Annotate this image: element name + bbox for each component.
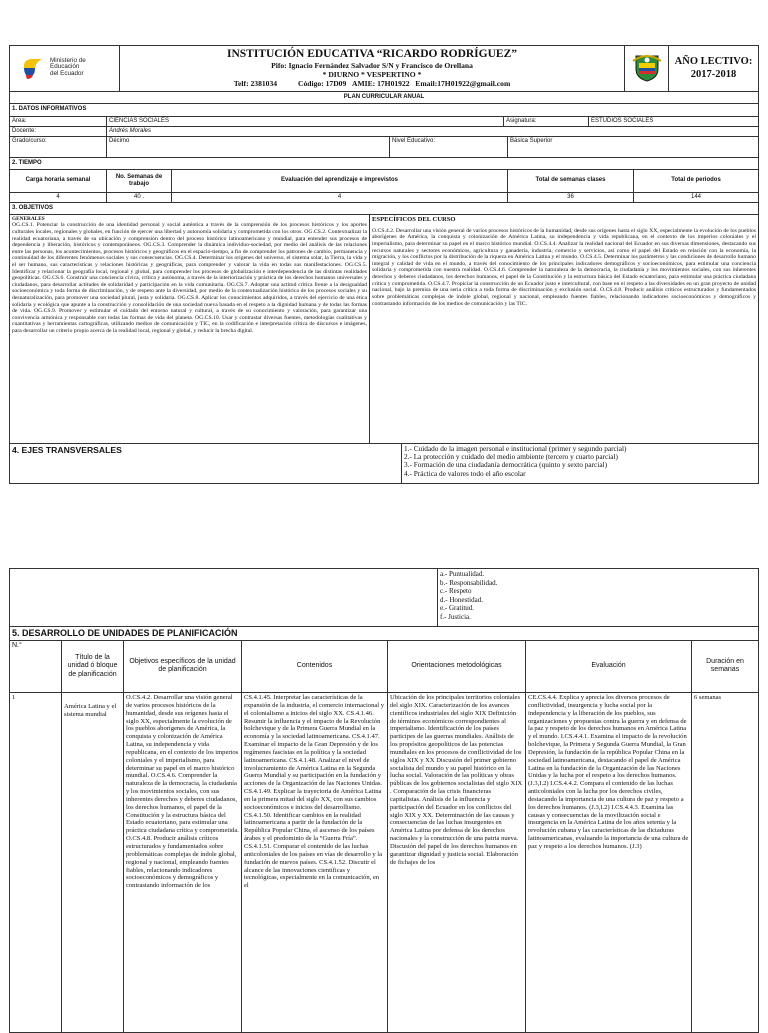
school-crest-cell <box>625 46 669 92</box>
tiempo-value-evaluacion: 4 <box>172 192 508 202</box>
valores-list <box>438 569 759 627</box>
tiempo-value-semanas: 40 . <box>107 192 172 202</box>
institution-phone: Telf: 2381034 <box>233 78 278 88</box>
table-row <box>10 692 759 1032</box>
tiempo-table <box>9 170 759 215</box>
plan-page-2 <box>9 568 759 1033</box>
row-contenidos: CS.4.1.45. Interpretar las características de la expansión de la industria, el comercio internacional y el colonialismo a inicios del siglo XX. CS.4.1.46. Resumir la influencia y el impacto de la Revolución bolchevique y de la Primera Guerra Mundial en la economía y la sociedad latinoamericana. CS.4.1.47. Examinar el impacto de la Gran Depresión y de los regímenes fascistas en la política y la sociedad latinoamericana. CS.4.1.48. Analizar el nivel de involucramiento de América Latina en la Segunda Guerra Mundial y su participación en la fundación y acciones de la Organización de las Naciones Unidas. CS.4.1.49. Explicar la trayectoria de América Latina en la primera mitad del siglo XX, con sus cambios socioeconómicos e inicios del desarrollismo. CS.4.1.50. Identificar cambios en la realidad latinoamericana a partir de la fundación de la República Popular China, el ascenso de los países árabes y el predominio de la “Guerra Fría”. CS.4.1.51. Comparar el contenido de las luchas anticoloniales de los países en vías de desarrollo y la fundación de nuevos países. CS.4.1.52. Discutir el alcance de las innovaciones científicas y tecnológicas, especialmente en la comunicación, en el <box>242 692 388 1032</box>
ministry-name <box>50 58 86 78</box>
asignatura-value: ESTUDIOS SOCIALES <box>589 117 759 127</box>
eje-item: 4.- Práctica de valores todo el año escolar <box>404 468 526 478</box>
row-objetivos: O.CS.4.2. Desarrollar una visión general de varios procesos históricos de la humanidad, desde sus orígenes hasta el siglo XX, especialmente la evolución de los pueblos aborígenes de América, la conquista y colonización de América Latina, su independencia y vida republicana, en el contexto de los imperios coloniales y el imperialismo, para determinar su papel en el marco histórico mundial. O.CS.4.6. Comprender la naturaleza de la democracia, la ciudadanía y los movimientos sociales, con sus inherentes derechos y deberes ciudadanos, los derechos humanos, el papel de la Constitución y la estructura básica del Estado ecuatoriano, para estimular una práctica ciudadana crítica y comprometida. O.CS.4.8. Producir análisis críticos estructurados y fundamentados sobre problemáticas complejas de índole global, regional y nacional, empleando fuentes fiables, relacionando indicadores socioeconómicos y demográficos y contrastando información de los <box>124 692 242 1032</box>
institution-email: Email:17H01922@gmail.com <box>415 78 511 88</box>
desarrollo-table <box>9 627 759 1033</box>
ministry-logo <box>10 47 118 91</box>
row-orientaciones: Ubicación de los principales territorios coloniales del siglo XIX. Caracterización de los avances científicos industriales del siglo XIX Definición de términos económicos correspondientes al imperialismo. Identificación de los países participes de las guerras mundiales. Análisis de los propósitos geopolíticos de las potencias mundiales en los procesos de conflictividad de los siglos XIX y XX Discusión del primer gobierno socialista del mundo y su papel histórico en la lucha social. Valoración de las políticas y obras públicas de los gobiernos socialistas del siglo XIX . Comparación de las crisis financieras capitalistas. Análisis de la influencia y participación del Ecuador en los conflictos del siglo XIX y XX. Determinación de las causas y consecuencias de las luchas insurgentes en América Latina por defensa de los derechos nacionales y la construcción de una patria nueva. Discusión del papel de los derechos humanos en garantizar dignidad y justicia social. Elaboración de fichajes de los <box>388 692 526 1032</box>
plan-page-1 <box>9 45 759 484</box>
area-value: CIENCIAS SOCIALES <box>107 117 504 127</box>
tiempo-header-semanas: No. Semanas de trabajo <box>107 170 172 192</box>
school-crest-icon <box>630 50 664 84</box>
desarrollo-section-title: 5. DESARROLLO DE UNIDADES DE PLANIFICACIÓN <box>10 627 759 640</box>
objetivos-especificos <box>370 215 759 443</box>
row-numero: 1 <box>10 692 62 1032</box>
tiempo-header-evaluacion: Evaluación del aprendizaje e imprevistos <box>172 170 508 192</box>
docente-label: Docente: <box>10 126 107 136</box>
tiempo-section-title: 2. TIEMPO <box>10 157 759 169</box>
valor-item: e.- Gratitud. <box>440 604 475 613</box>
ejes-table <box>9 444 759 485</box>
eje-item: 3.- Formación de una ciudadanía democrática (quinto y sexto parcial) <box>404 460 608 470</box>
tiempo-value-total-semanas: 36 <box>508 192 634 202</box>
area-label: Área: <box>10 117 107 127</box>
nivel-label: Nivel Educativo: <box>390 137 508 157</box>
tiempo-value-carga: 4 <box>10 192 107 202</box>
tiempo-header-carga: Carga horaria semanal <box>10 170 107 192</box>
header-evaluacion: Evaluación <box>526 640 692 692</box>
generales-title: GENERALES <box>12 216 45 223</box>
institution-code: Código: 17D09 <box>297 78 347 88</box>
row-evaluacion: CE.CS.4.4. Explica y aprecia los diversos procesos de conflictividad, insurgencia y lucha social por la independencia y la liberación de los pueblos, sus organizaciones y propuestas contra la guerra y en defensa de la paz y respeto de los derechos humanos en América Latina y el mundo. I.CS.4.4.1. Examina el impacto de la revolución bolchevique, la Primera y Segunda Guerra Mundial, la Gran Depresión, la fundación de la república Popular China en la sociedad latinoamericana, destacando el papel de América Latina en la fundación de la Organización de las Naciones Unidas y la lucha por el respeto a los derechos humanos. (J.3,I.2) I.CS.4.4.2. Compara el contenido de las luchas anticoloniales con la lucha por los derechos civiles, destacando la importancia de una cultura de paz y respeto a los derechos humanos. (J.3,I.2) I.CS.4.4.3. Examina las causas y consecuencias de la movilización social e insurgencia en la América Latina de los años setenta y la revolución cubana y las características de las dictaduras latinoamericanas, evaluando la importancia de una cultura de paz y respeto a los derechos humanos. (J.3) <box>526 692 692 1032</box>
institution-amie: AMIE: 17H01922 <box>351 78 410 88</box>
tiempo-value-periodos: 144 <box>634 192 759 202</box>
ministry-line-3: del Ecuador <box>50 70 84 78</box>
header-objetivos: Objetivos específicos de la unidad de planificación <box>124 640 242 692</box>
school-year: AÑO LECTIVO: 2017-2018 <box>669 46 759 92</box>
plan-title-table <box>9 92 759 117</box>
valor-item: d.- Honestidad. <box>440 595 483 604</box>
ejes-list <box>402 444 759 484</box>
ecuador-flag-logo-icon <box>20 56 48 81</box>
plan-title: PLAN CURRICULAR ANUAL <box>10 92 759 104</box>
institution-address: Pifo: Ignacio Fernández Salvador S/N y Francisco de Orellana <box>271 60 473 70</box>
valor-item: c.- Respeto <box>440 587 472 596</box>
row-duracion: 6 semanas <box>692 692 759 1032</box>
tiempo-header-periodos: Total de periodos <box>634 170 759 192</box>
header-orientaciones: Orientaciones metodológicas <box>388 640 526 692</box>
grado-value: Décimo <box>107 137 390 157</box>
generales-text: OG.CS.1. Potenciar la construcción de una identidad personal y social auténtica a través de la comprensión de los procesos históricos y los aportes culturales locales, regionales y globales, en función de ejercer una libertad y autonomía solidaria y comprometida con los otros. OG.CS.2. Contextualizar la realidad ecuatoriana, a través de su ubicación y comprensión dentro del proceso histórico latinoamericano y mundial, para entender sus procesos de dependencia y liberación, históricos y contemporáneos. OG.CS.3. Comprender la dinámica individuo-sociedad, por medio del análisis de las relaciones entre las personas, los acontecimientos, procesos históricos y geográficos en el espacio-tiempo, a fin de comprender los patrones de cambio, permanencia y continuidad de los diferentes fenómenos sociales y sus consecuencias. OG.CS.4. Determinar los orígenes del universo, el sistema solar, la Tierra, la vida y el ser humano, sus características y relaciones históricas y geográficas, para comprender y valorar la vida en todas sus manifestaciones. OG.CS.5. Identificar y relacionar la geografía local, regional y global, para comprender los procesos de globalización e interdependencia de las distintas realidades geopolíticas. OG.CS.6. Construir una conciencia cívica, crítica y autónoma, a través de la interiorización y práctica de los derechos humanos universales y ciudadanos, para desarrollar actitudes de solidaridad y participación en la vida comunitaria. OG.CS.7. Adoptar una actitud crítica frente a la desigualdad socioeconómica y toda forma de discriminación, y de respeto ante la diversidad, por medio de la contextualización histórica de los procesos sociales y su desnaturalización, para promover una sociedad plural, justa y solidaria. OG.CS.8. Aplicar los conocimientos adquiridos, a través del ejercicio de una ética solidaria y ecológica que apunte a la construcción y consolidación de una sociedad nueva basada en el respeto a la dignidad humana y de todas las formas de vida. OG.CS.9. Promover y estimular el cuidado del entorno natural y cultural, a través de su conocimiento y valoración, para garantizar una convivencia armónica y responsable con todas las formas de vida del planeta. OG.CS.10. Usar y contrastar diversas fuentes, metodologías cualitativas y cuantitativas y herramientas cartográficas, utilizando medios de comunicación y TIC, en la codificación e interpretación crítica de discursos e imágenes, para desarrollar un criterio propio acerca de la realidad local, regional y global, y reducir la brecha digital. <box>12 222 367 335</box>
institution-name: INSTITUCIÓN EDUCATIVA “RICARDO RODRÍGUEZ” <box>227 48 517 61</box>
header-duracion: Duración en semanas <box>692 640 759 692</box>
valor-item: a.- Puntualidad. <box>440 570 485 578</box>
header-numero: N.° <box>10 640 62 692</box>
valor-item: f.- Justicia. <box>440 612 471 621</box>
header-titulo: Título de la unidad ó bloque de planificación <box>62 640 124 692</box>
header-contenidos: Contenidos <box>242 640 388 692</box>
institution-info <box>120 46 625 92</box>
grado-table <box>9 137 759 170</box>
valor-item: b.- Responsabilidad. <box>440 578 498 587</box>
nivel-value: Básica Superior <box>508 137 759 157</box>
ministry-line-1: Ministerio de <box>50 56 86 64</box>
docente-value: Andrés Morales <box>107 126 759 136</box>
asignatura-label: Asignatura: <box>504 117 589 127</box>
eje-item: 1.- Cuidado de la imagen personal e institucional (primer y segundo parcial) <box>404 443 627 453</box>
row-titulo: América Latina y el sistema mundial <box>62 692 124 1032</box>
objetivos-section-title: 3. OBJETIVOS <box>10 202 759 214</box>
institution-schedule: * DIURNO * VESPERTINO * <box>322 69 422 79</box>
ejes-section-title: 4. EJES TRANSVERSALES <box>10 444 402 484</box>
datos-table <box>9 117 759 138</box>
grado-label: Grado/curso: <box>10 137 107 157</box>
objetivos-table <box>9 215 759 444</box>
ministry-line-2: Educación <box>50 63 80 71</box>
tiempo-header-total-semanas: Total de semanas clases <box>508 170 634 192</box>
eje-item: 2.- La protección y cuidado del medio ambiente (tercero y cuarto parcial) <box>404 452 618 462</box>
especificos-text: O.CS.4.2. Desarrollar una visión general de varios procesos históricos de la humanidad, desde sus orígenes hasta el siglo XX, especialmente la evolución de los pueblos aborígenes de América, la conquista y colonización de América Latina, su independencia y vida republicana, en el contexto de los imperios coloniales y el imperialismo, para determinar su papel en el marco histórico mundial. O.CS.4.4. Analizar la realidad nacional del Ecuador en sus diversas dimensiones, destacando sus recursos naturales y sectores económicos, agricultura y ganadería, industria, comercio y servicios, así como el papel del Estado en relación con la economía, la migración, y los conflictos por la distribución de la riqueza en América Latina y el mundo. O.CS.4.5. Determinar los parámetros y las condiciones de desarrollo humano integral y calidad de vida en el mundo, a través del conocimiento de los principales indicadores demográficos y socioeconómicos, para estimular una conciencia solidaria y comprometida con nuestra realidad. O.CS.4.6. Comprender la naturaleza de la democracia, la ciudadanía y los movimientos sociales, con sus inherentes derechos y deberes ciudadanos, los derechos humanos, el papel de la Constitución y la estructura básica del Estado ecuatoriano, para estimular una práctica ciudadana crítica y comprometida. O.CS.4.7. Propiciar la construcción de un Ecuador justo e intercultural, con base en el respeto a las diversidades en un gran proyecto de unidad nacional, bajo la premisa de una seria crítica a toda forma de discriminación y exclusión social. O.CS.4.8. Producir análisis críticos estructurados y fundamentados sobre problemáticas complejas de índole global, regional y nacional, empleando fuentes fiables, relacionando indicadores socioeconómicos y demográficos y contrastando información de los medios de comunicación y las TIC. <box>372 227 756 307</box>
especificos-title: ESPECÍFICOS DEL CURSO <box>372 216 456 224</box>
datos-section-title: 1. DATOS INFORMATIVOS <box>10 104 759 116</box>
objetivos-generales <box>10 215 370 443</box>
header-table <box>9 45 759 92</box>
valores-blank-cell <box>10 569 438 627</box>
valores-table <box>9 568 759 627</box>
ministry-logo-cell <box>10 46 120 92</box>
